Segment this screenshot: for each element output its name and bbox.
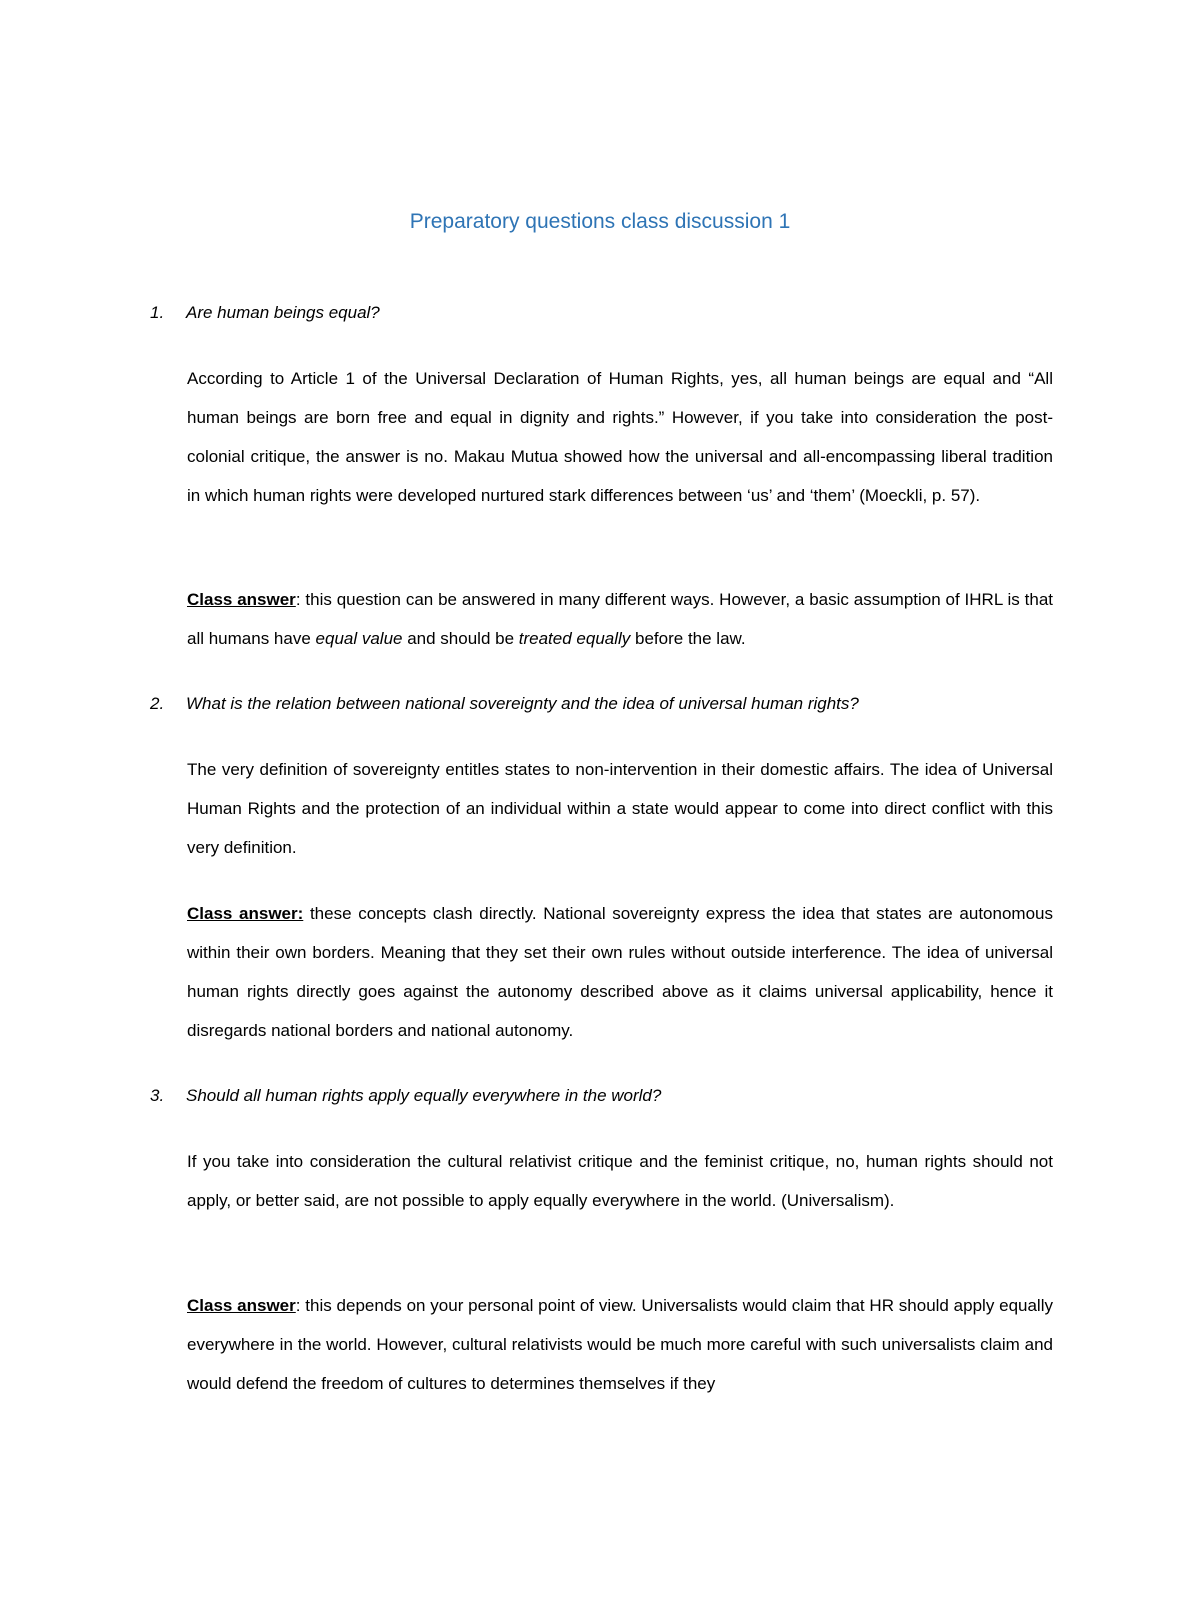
answer-paragraph-3: If you take into consideration the cultural relativist critique and the feminist critique, no, human rights should not apply, or better said, are not possible to apply equally everywhere in the world. (Universalism). <box>187 1152 1053 1210</box>
class-answer-label: Class answer <box>187 590 296 609</box>
question-2 <box>150 691 1060 717</box>
question-1 <box>150 300 1060 326</box>
question-text: Are human beings equal? <box>186 303 380 322</box>
class-answer-text: these concepts clash directly. National sovereignty express the idea that states are autonomous within their own borders. Meaning that they set their own rules without outside interference. The idea of universal human rights directly goes against the autonomy described above as it claims universal applicability, hence it disregards national borders and national autonomy. <box>187 904 1053 1040</box>
question-number: 2. <box>150 694 165 713</box>
class-answer-text: and should be <box>402 629 519 648</box>
class-answer-2 <box>187 894 1053 1050</box>
emphasis-treated-equally: treated equally <box>518 629 631 648</box>
class-answer-text: : this question can be answered in many different ways. However, a basic assumption of IHRL is that all humans have <box>187 590 1053 648</box>
class-answer-1 <box>187 580 1053 658</box>
class-answer-text: : this depends on your personal point of view. Universalists would claim that HR should apply equally everywhere in the world. However, cultural relativists would be much more careful with such universalists claim and would defend the freedom of cultures to determines themselves if they <box>187 1296 1053 1393</box>
question-number: 1. <box>150 303 165 322</box>
class-answer-label: Class answer: <box>187 904 304 923</box>
class-answer-text: before the law. <box>630 629 746 648</box>
emphasis-equal-value: equal value <box>315 629 403 648</box>
class-answer-3 <box>187 1286 1053 1403</box>
question-text: Should all human rights apply equally everywhere in the world? <box>186 1086 662 1105</box>
document-title: Preparatory questions class discussion 1 <box>409 210 791 233</box>
question-3 <box>150 1083 1060 1109</box>
question-text: What is the relation between national sovereignty and the idea of universal human rights? <box>186 694 859 713</box>
answer-paragraph-1: According to Article 1 of the Universal Declaration of Human Rights, yes, all human beings are equal and “All human beings are born free and equal in dignity and rights.” However, if you take into consideration the post-colonial critique, the answer is no. Makau Mutua showed how the universal and all-encompassing liberal tradition in which human rights were developed nurtured stark differences between ‘us’ and ‘them’ (Moeckli, p. 57). <box>187 369 1053 505</box>
class-answer-label: Class answer <box>187 1296 296 1315</box>
answer-paragraph-2: The very definition of sovereignty entitles states to non-intervention in their domestic affairs. The idea of Universal Human Rights and the protection of an individual within a state would appear to come into direct conflict with this very definition. <box>187 760 1053 857</box>
question-number: 3. <box>150 1086 165 1105</box>
